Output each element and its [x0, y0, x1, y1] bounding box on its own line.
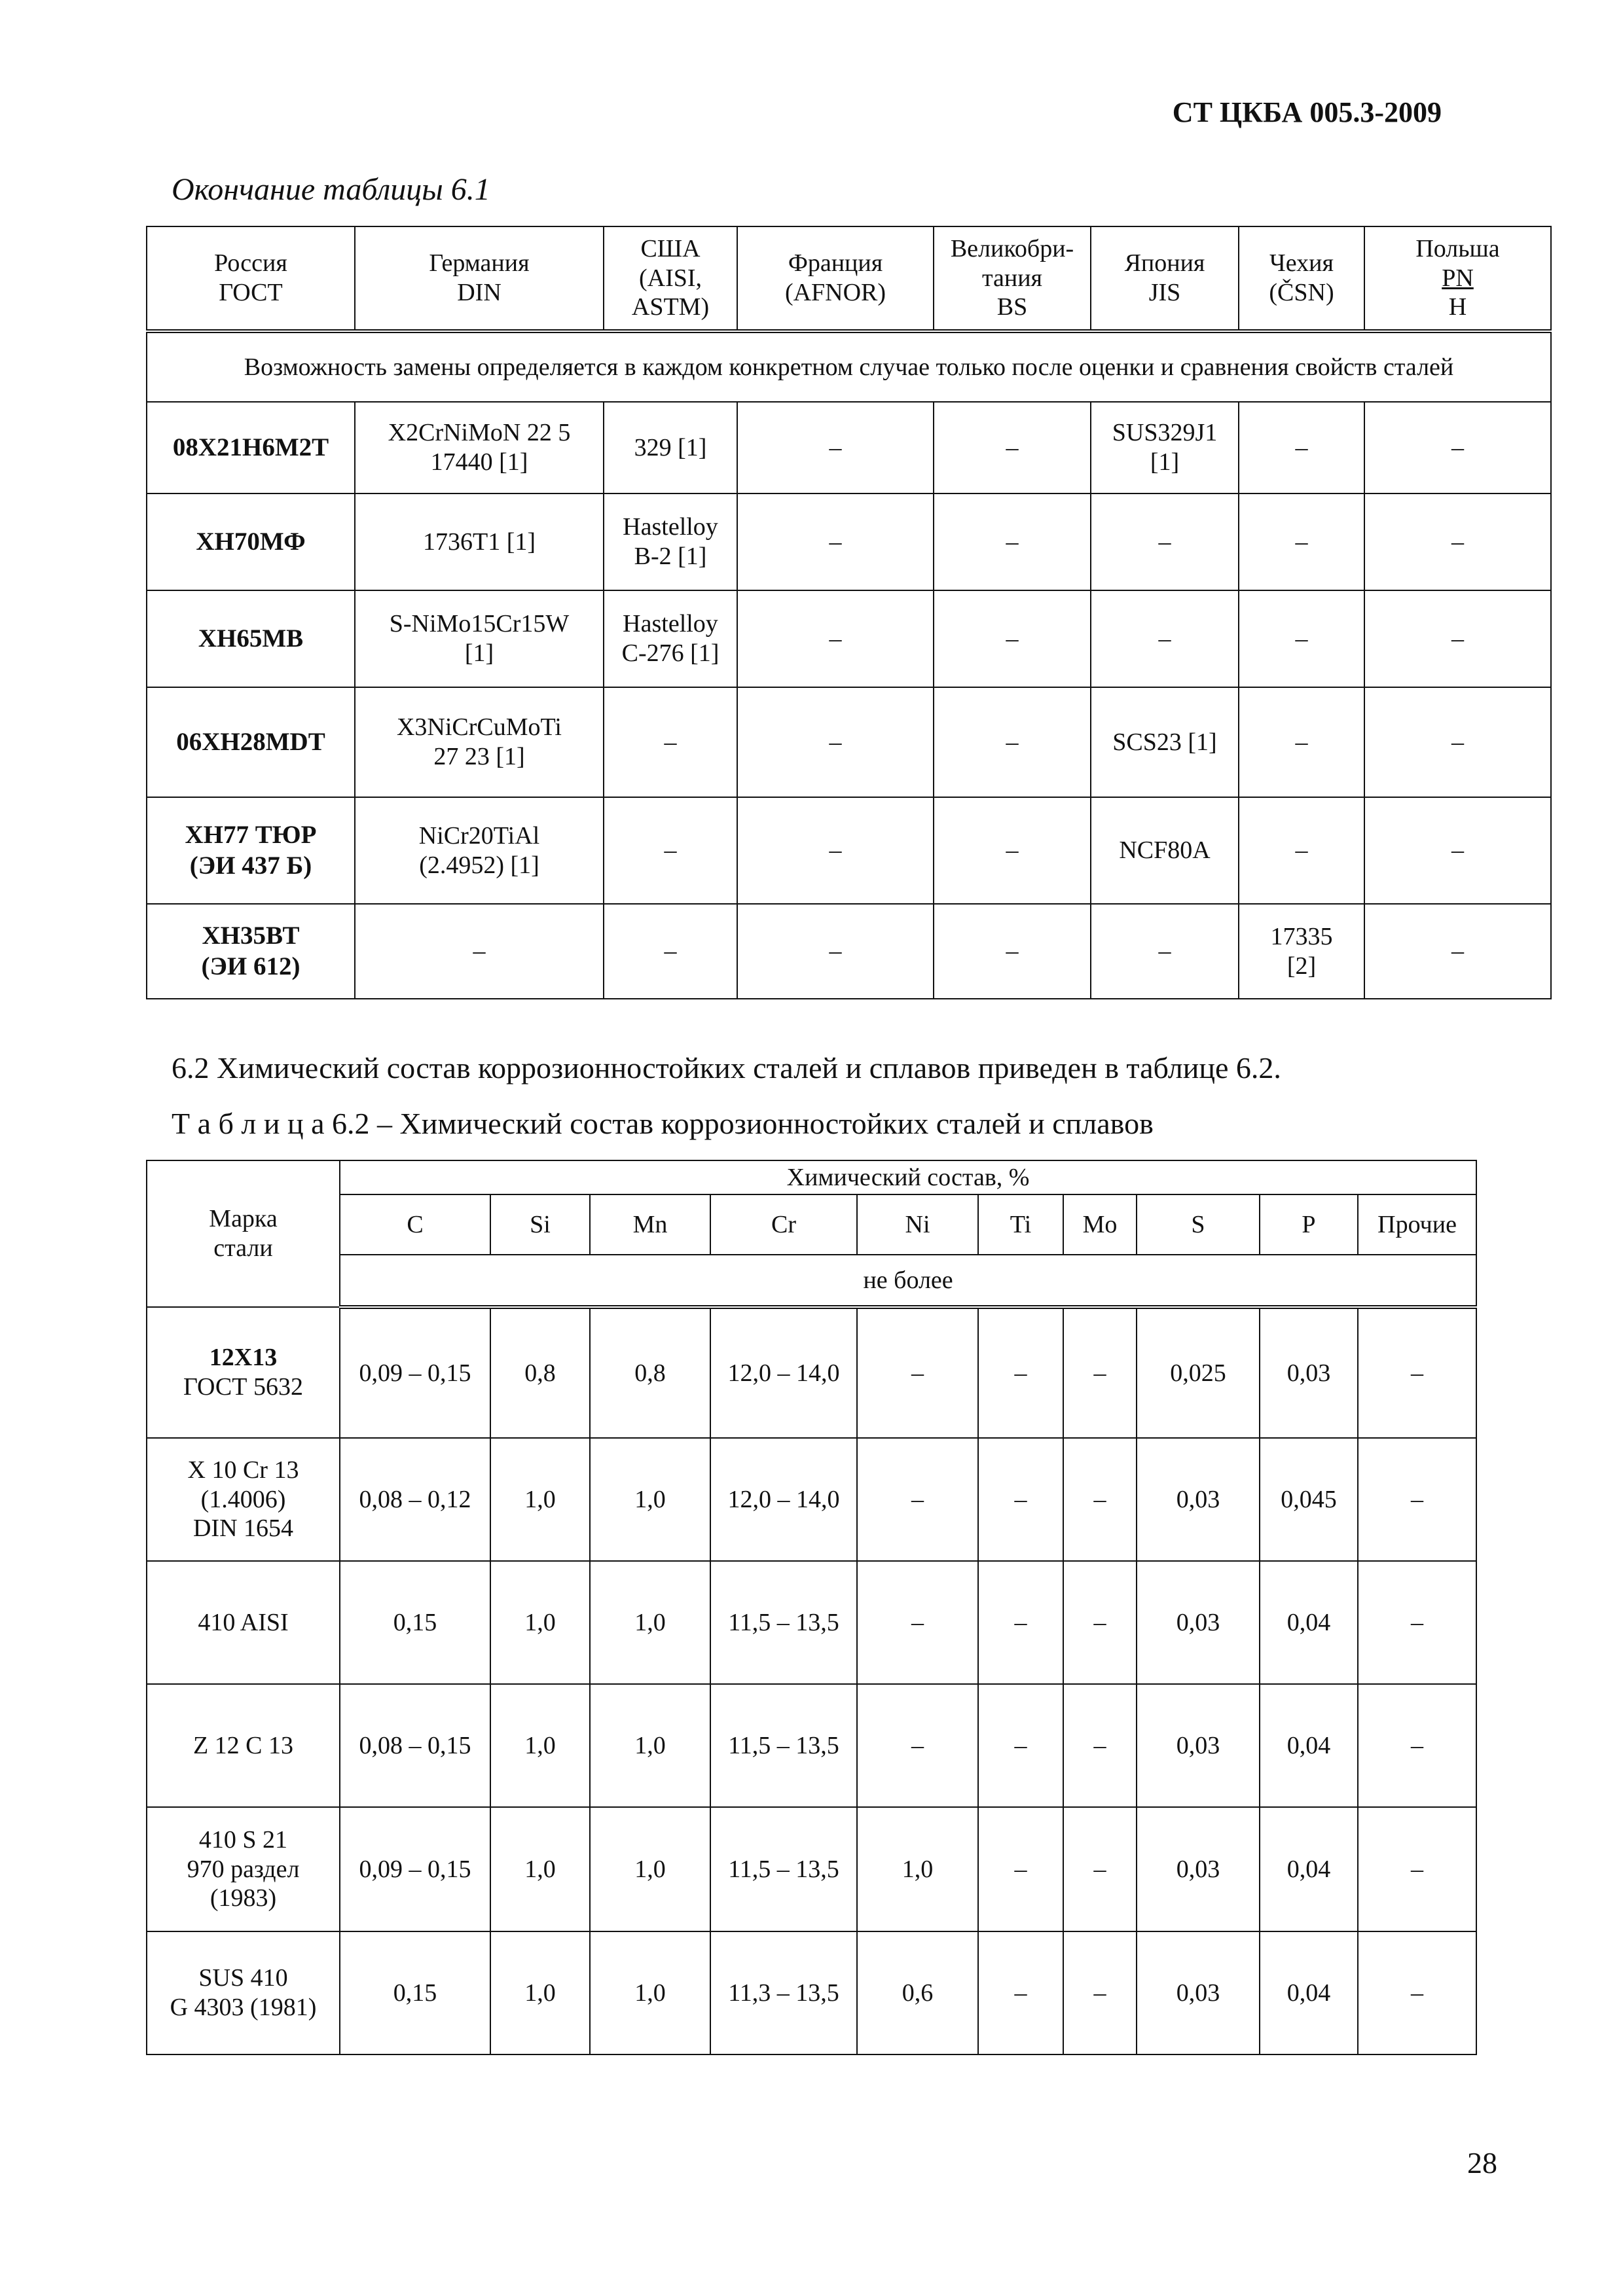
- header-usa: США (AISI, ASTM): [604, 226, 737, 331]
- composition-value: 0,09 – 0,15: [340, 1807, 490, 1931]
- composition-value: 0,8: [490, 1307, 590, 1438]
- composition-value: 1,0: [490, 1931, 590, 2054]
- analog-cell: –: [1364, 493, 1551, 590]
- composition-value: –: [978, 1684, 1063, 1807]
- steel-grade: 12Х13 ГОСТ 5632: [147, 1307, 340, 1438]
- composition-value: –: [1063, 1438, 1137, 1561]
- analog-cell: 17335 [2]: [1239, 904, 1364, 999]
- composition-value: 0,03: [1137, 1931, 1260, 2054]
- header-france: Франция (AFNOR): [737, 226, 934, 331]
- composition-value: 0,08 – 0,15: [340, 1684, 490, 1807]
- composition-value: –: [1063, 1807, 1137, 1931]
- steel-grade: X 10 Cr 13 (1.4006) DIN 1654: [147, 1438, 340, 1561]
- composition-value: 0,03: [1137, 1438, 1260, 1561]
- table-row: [147, 1931, 1476, 2054]
- composition-value: –: [1358, 1931, 1476, 2054]
- table-row: [147, 402, 1551, 493]
- analog-cell: –: [1239, 493, 1364, 590]
- document-code: СТ ЦКБА 005.3-2009: [1172, 96, 1442, 128]
- table-6-1: [146, 226, 1552, 999]
- analog-cell: SUS329J1 [1]: [1091, 402, 1239, 493]
- composition-value: –: [1358, 1307, 1476, 1438]
- steel-grade: ХН70МФ: [147, 493, 355, 590]
- steel-grade: 06ХН28МDТ: [147, 687, 355, 797]
- composition-value: 0,04: [1260, 1931, 1358, 2054]
- analog-cell: –: [1364, 590, 1551, 687]
- composition-value: 0,04: [1260, 1561, 1358, 1684]
- table-row: [147, 1807, 1476, 1931]
- composition-value: 11,5 – 13,5: [710, 1807, 857, 1931]
- limit-note: не более: [340, 1255, 1476, 1307]
- table-row: [147, 1684, 1476, 1807]
- analog-cell: –: [1364, 687, 1551, 797]
- table-row: [147, 590, 1551, 687]
- composition-header: Химический состав, %: [340, 1160, 1476, 1194]
- composition-value: 0,03: [1137, 1807, 1260, 1931]
- table-row: [147, 904, 1551, 999]
- analog-cell: –: [1364, 904, 1551, 999]
- composition-value: 1,0: [490, 1561, 590, 1684]
- composition-value: –: [978, 1931, 1063, 2054]
- composition-value: 1,0: [490, 1438, 590, 1561]
- composition-value: 0,03: [1137, 1561, 1260, 1684]
- analog-cell: –: [934, 493, 1091, 590]
- element-header: Si: [490, 1194, 590, 1255]
- analog-cell: –: [1239, 402, 1364, 493]
- steel-grade: 410 AISI: [147, 1561, 340, 1684]
- section-6-2-paragraph: 6.2 Химический состав коррозионностойких сталей и сплавов приведен в таблице 6.2.: [172, 1051, 1281, 1085]
- element-header: Mo: [1063, 1194, 1137, 1255]
- composition-value: 0,045: [1260, 1438, 1358, 1561]
- table-row: [147, 1307, 1476, 1438]
- analog-cell: –: [1364, 402, 1551, 493]
- page-number: 28: [1467, 2146, 1497, 2179]
- analog-cell: –: [1239, 590, 1364, 687]
- analog-cell: –: [604, 904, 737, 999]
- composition-value: 11,5 – 13,5: [710, 1561, 857, 1684]
- composition-value: 0,08 – 0,12: [340, 1438, 490, 1561]
- analog-cell: 1736T1 [1]: [355, 493, 604, 590]
- analog-cell: –: [934, 904, 1091, 999]
- element-header: S: [1137, 1194, 1260, 1255]
- steel-grade: 410 S 21 970 раздел (1983): [147, 1807, 340, 1931]
- composition-value: –: [1063, 1684, 1137, 1807]
- composition-value: 0,15: [340, 1931, 490, 2054]
- composition-value: 1,0: [490, 1684, 590, 1807]
- substitution-note: Возможность замены определяется в каждом конкретном случае только после оценки и сравнения свойств сталей: [147, 331, 1551, 402]
- composition-value: 0,15: [340, 1561, 490, 1684]
- composition-value: 0,03: [1137, 1684, 1260, 1807]
- composition-value: –: [857, 1684, 978, 1807]
- steel-grade: ХН65МВ: [147, 590, 355, 687]
- composition-value: –: [1358, 1438, 1476, 1561]
- analog-cell: –: [1091, 493, 1239, 590]
- composition-value: 0,6: [857, 1931, 978, 2054]
- composition-value: 0,03: [1260, 1307, 1358, 1438]
- header-uk: Великобри- тания BS: [934, 226, 1091, 331]
- composition-value: 12,0 – 14,0: [710, 1438, 857, 1561]
- composition-value: –: [857, 1561, 978, 1684]
- analog-cell: –: [934, 687, 1091, 797]
- analog-cell: –: [1364, 797, 1551, 904]
- analog-cell: –: [1091, 590, 1239, 687]
- composition-value: 0,04: [1260, 1684, 1358, 1807]
- composition-value: 1,0: [590, 1438, 710, 1561]
- steel-grade: ХН77 ТЮР (ЭИ 437 Б): [147, 797, 355, 904]
- composition-value: –: [1063, 1561, 1137, 1684]
- composition-value: –: [1358, 1684, 1476, 1807]
- composition-value: 1,0: [590, 1561, 710, 1684]
- composition-value: –: [1063, 1307, 1137, 1438]
- table-row: [147, 687, 1551, 797]
- element-header: Cr: [710, 1194, 857, 1255]
- composition-value: 1,0: [590, 1684, 710, 1807]
- analog-cell: NCF80A: [1091, 797, 1239, 904]
- analog-cell: –: [604, 797, 737, 904]
- analog-cell: X3NiCrCuMoTi 27 23 [1]: [355, 687, 604, 797]
- header-japan: Япония JIS: [1091, 226, 1239, 331]
- analog-cell: –: [737, 904, 934, 999]
- header-russia: Россия ГОСТ: [147, 226, 355, 331]
- header-czech: Чехия (ČSN): [1239, 226, 1364, 331]
- composition-value: 11,3 – 13,5: [710, 1931, 857, 2054]
- composition-value: 0,025: [1137, 1307, 1260, 1438]
- composition-value: –: [978, 1438, 1063, 1561]
- analog-cell: SCS23 [1]: [1091, 687, 1239, 797]
- composition-value: 0,09 – 0,15: [340, 1307, 490, 1438]
- steel-grade: ХН35ВТ (ЭИ 612): [147, 904, 355, 999]
- table-row: [147, 1438, 1476, 1561]
- composition-value: –: [1358, 1561, 1476, 1684]
- analog-cell: –: [934, 797, 1091, 904]
- composition-value: –: [857, 1438, 978, 1561]
- table-6-2: [146, 1160, 1477, 2055]
- element-header: Ti: [978, 1194, 1063, 1255]
- composition-value: 1,0: [590, 1807, 710, 1931]
- header-poland: Польша PN H: [1364, 226, 1551, 331]
- mark-header: Марка стали: [147, 1160, 340, 1307]
- analog-cell: –: [934, 590, 1091, 687]
- analog-cell: NiCr20TiAl (2.4952) [1]: [355, 797, 604, 904]
- analog-cell: X2CrNiMoN 22 5 17440 [1]: [355, 402, 604, 493]
- element-header: Прочие: [1358, 1194, 1476, 1255]
- composition-value: –: [1358, 1807, 1476, 1931]
- composition-value: 1,0: [490, 1807, 590, 1931]
- composition-value: 1,0: [590, 1931, 710, 2054]
- composition-value: 1,0: [857, 1807, 978, 1931]
- analog-cell: –: [737, 797, 934, 904]
- composition-value: 12,0 – 14,0: [710, 1307, 857, 1438]
- table-6-2-title: Т а б л и ц а 6.2 – Химический состав коррозионностойких сталей и сплавов: [172, 1107, 1154, 1140]
- analog-cell: –: [604, 687, 737, 797]
- analog-cell: –: [1239, 687, 1364, 797]
- steel-grade: 08Х21Н6М2Т: [147, 402, 355, 493]
- element-header: Mn: [590, 1194, 710, 1255]
- analog-cell: Hastelloy B-2 [1]: [604, 493, 737, 590]
- element-header: P: [1260, 1194, 1358, 1255]
- composition-value: 11,5 – 13,5: [710, 1684, 857, 1807]
- header-germany: Германия DIN: [355, 226, 604, 331]
- table-row: [147, 1561, 1476, 1684]
- composition-value: –: [978, 1307, 1063, 1438]
- analog-cell: –: [355, 904, 604, 999]
- analog-cell: –: [737, 687, 934, 797]
- analog-cell: 329 [1]: [604, 402, 737, 493]
- table-row: [147, 493, 1551, 590]
- analog-cell: –: [737, 493, 934, 590]
- composition-value: –: [978, 1807, 1063, 1931]
- analog-cell: –: [1239, 797, 1364, 904]
- analog-cell: Hastelloy C-276 [1]: [604, 590, 737, 687]
- element-header: С: [340, 1194, 490, 1255]
- composition-value: –: [1063, 1931, 1137, 2054]
- composition-value: –: [857, 1307, 978, 1438]
- analog-cell: –: [737, 590, 934, 687]
- composition-value: –: [978, 1561, 1063, 1684]
- analog-cell: –: [1091, 904, 1239, 999]
- analog-cell: S-NiMo15Cr15W [1]: [355, 590, 604, 687]
- steel-grade: SUS 410 G 4303 (1981): [147, 1931, 340, 2054]
- analog-cell: –: [934, 402, 1091, 493]
- table-row: [147, 797, 1551, 904]
- composition-value: 0,04: [1260, 1807, 1358, 1931]
- composition-value: 0,8: [590, 1307, 710, 1438]
- table-6-1-caption: Окончание таблицы 6.1: [172, 172, 490, 207]
- element-header: Ni: [857, 1194, 978, 1255]
- steel-grade: Z 12 C 13: [147, 1684, 340, 1807]
- analog-cell: –: [737, 402, 934, 493]
